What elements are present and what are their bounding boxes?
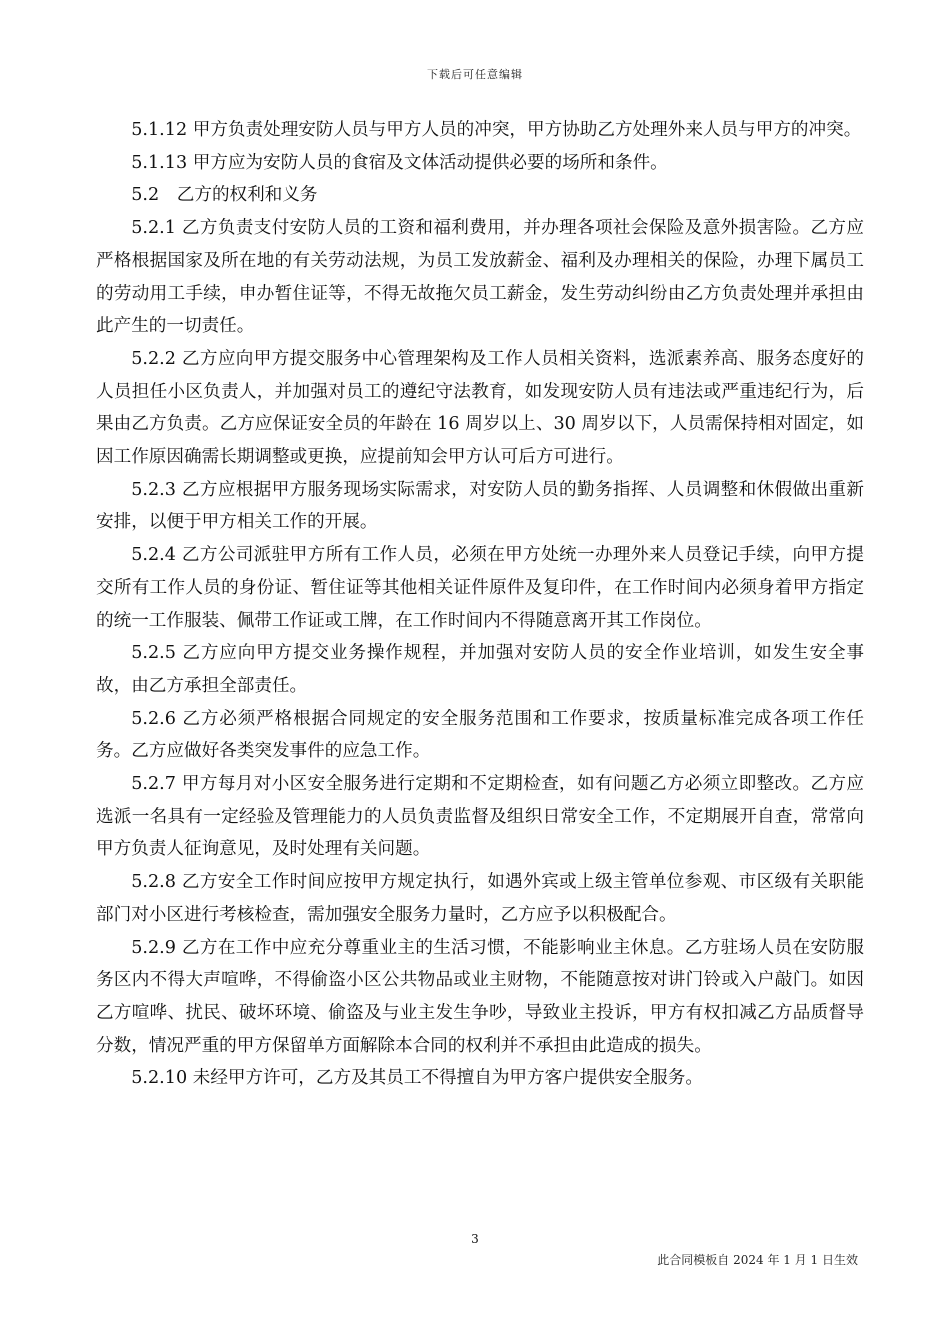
clause-5-2-8: 5.2.8 乙方安全工作时间应按甲方规定执行，如遇外宾或上级主管单位参观、市区级有关职能部门对小区进行考核检查，需加强安全服务力量时，乙方应予以积极配合。 — [96, 872, 864, 925]
clause-5-2-4: 5.2.4 乙方公司派驻甲方所有工作人员，必须在甲方处统一办理外来人员登记手续，向甲方提交所有工作人员的身份证、暂住证等其他相关证件原件及复印件，在工作时间内必须身着甲方指定的统一工作服装、佩带工作证或工牌，在工作时间内不得随意离开其工作岗位。 — [96, 545, 864, 631]
page-number: 3 — [471, 1232, 479, 1246]
clause-5-2-6: 5.2.6 乙方必须严格根据合同规定的安全服务范围和工作要求，按质量标准完成各项工作任务。乙方应做好各类突发事件的应急工作。 — [96, 708, 864, 762]
clause-5-2-2: 5.2.2 乙方应向甲方提交服务中心管理架构及工作人员相关资料，选派素养高、服务态度好的人员担任小区负责人，并加强对员工的遵纪守法教育，如发现安防人员有违法或严重违纪行为，后果由乙方负责。乙方应保证安全员的年龄在 16 周岁以上、30 周岁以下，人员需保持相对固定，如因工作原因确需长期调整或更换，应提前知会甲方认可后方可进行。 — [96, 348, 864, 468]
clause-5-2-10: 5.2.10 未经甲方许可，乙方及其员工不得擅自为甲方客户提供安全服务。 — [131, 1068, 703, 1089]
clause-5-2-7: 5.2.7 甲方每月对小区安全服务进行定期和不定期检查，如有问题乙方必须立即整改。乙方应选派一名具有一定经验及管理能力的人员负责监督及组织日常安全工作，不定期展开自查，常常向甲方负责人征询意见，及时处理有关问题。 — [96, 774, 864, 860]
clause-5-1-13: 5.1.13 甲方应为安防人员的食宿及文体活动提供必要的场所和条件。 — [131, 152, 668, 173]
document-body — [96, 114, 864, 1095]
section-heading-5-2: 5.2 乙方的权利和义务 — [131, 185, 318, 206]
clause-5-2-3: 5.2.3 乙方应根据甲方服务现场实际需求，对安防人员的勤务指挥、人员调整和休假做出重新安排，以便于甲方相关工作的开展。 — [96, 479, 864, 533]
clause-5-2-9: 5.2.9 乙方在工作中应充分尊重业主的生活习惯，不能影响业主休息。乙方驻场人员在安防服务区内不得大声喧哗，不得偷盗小区公共物品或业主财物，不能随意按对讲门铃或入户敲门。如因乙方喧哗、扰民、破坏环境、偷盗及与业主发生争吵，导致业主投诉，甲方有权扣减乙方品质督导分数，情况严重的甲方保留单方面解除本合同的权利并不承担由此造成的损失。 — [96, 937, 864, 1056]
clause-5-1-12: 5.1.12 甲方负责处理安防人员与甲方人员的冲突，甲方协助乙方处理外来人员与甲方的冲突。 — [131, 120, 862, 140]
clause-5-2-5: 5.2.5 乙方应向甲方提交业务操作规程，并加强对安防人员的安全作业培训，如发生安全事故，由乙方承担全部责任。 — [96, 643, 864, 696]
footer-effective-note: 此合同模板自 2024 年 1 月 1 日生效 — [657, 1253, 858, 1267]
clause-5-2-1: 5.2.1 乙方负责支付安防人员的工资和福利费用，并办理各项社会保险及意外损害险。乙方应严格根据国家及所在地的有关劳动法规，为员工发放薪金、福利及办理相关的保险，办理下属员工的劳动用工手续，申办暂住证等，不得无故拖欠员工薪金，发生劳动纠纷由乙方负责处理并承担由此产生的一切责任。 — [96, 218, 864, 337]
page-header: 下载后可任意编辑 — [427, 68, 523, 81]
